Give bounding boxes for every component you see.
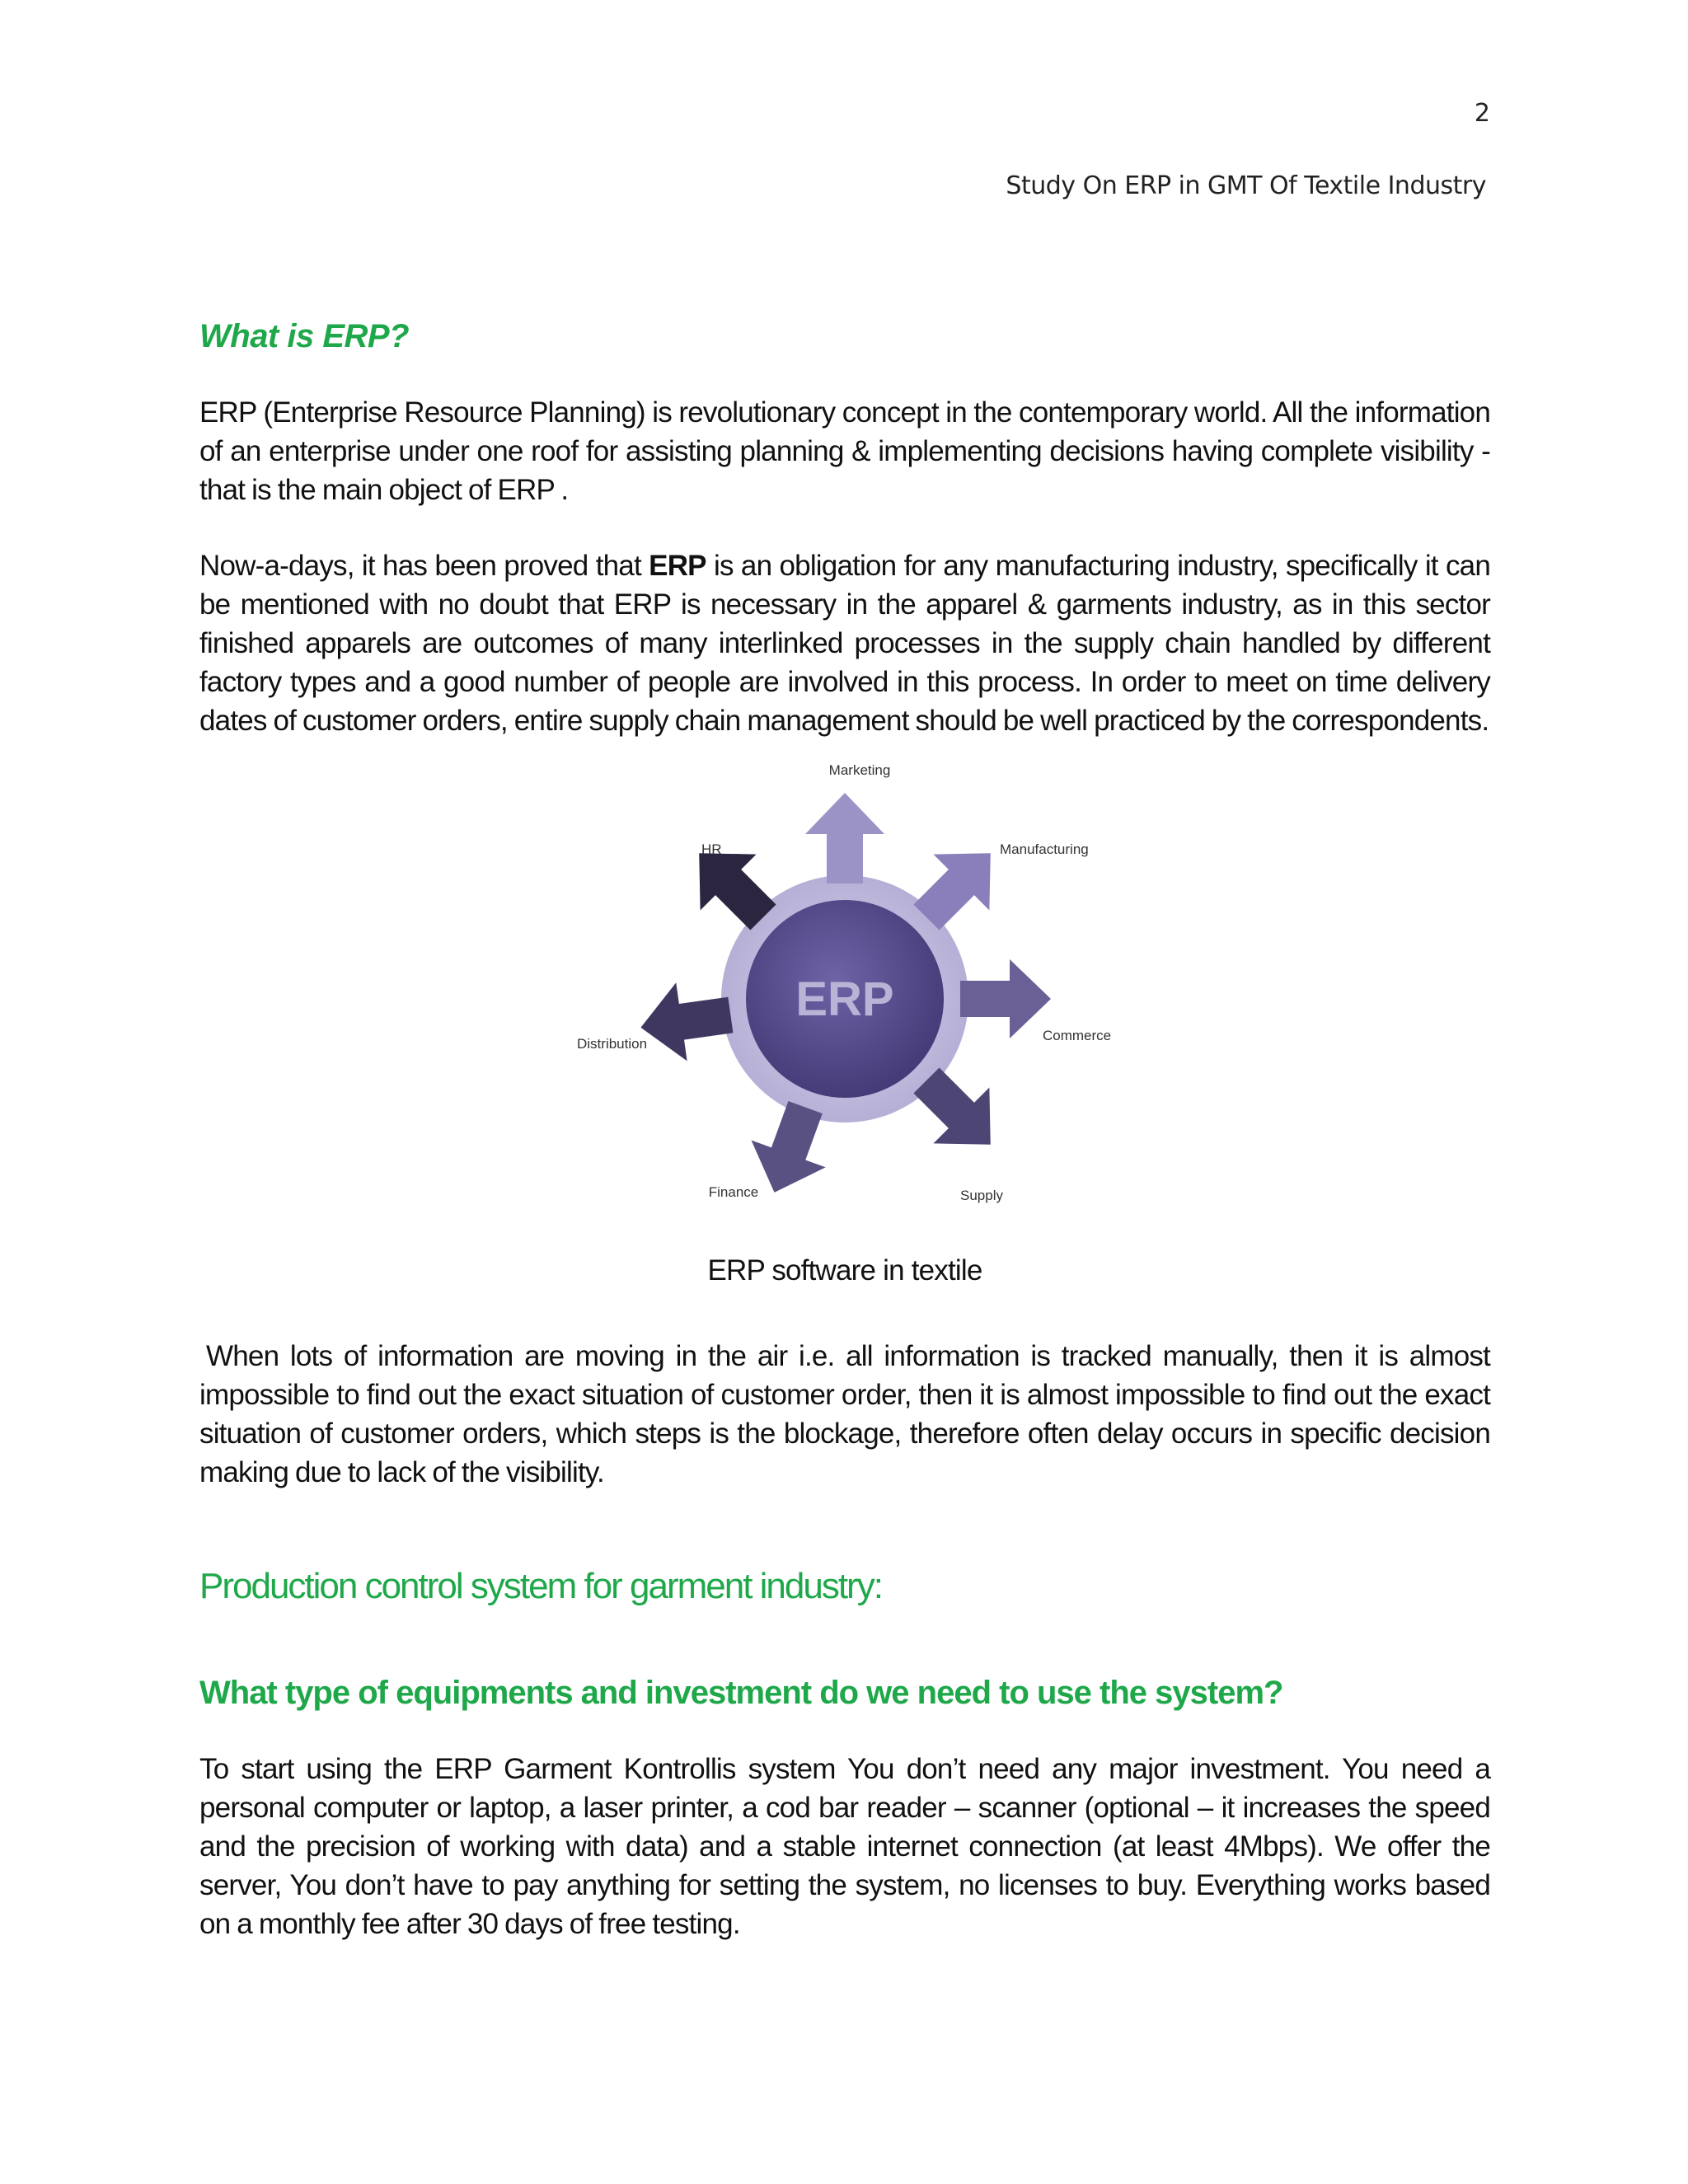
page-number: 2 [1474, 99, 1490, 128]
figure-caption: ERP software in textile [707, 1254, 982, 1286]
label-supply: Supply [960, 1188, 1003, 1203]
arrow-commerce [960, 959, 1051, 1038]
arrow-marketing [805, 793, 884, 883]
label-distribution: Distribution [577, 1036, 648, 1052]
arrow-distribution [635, 976, 736, 1066]
paragraph-investment: To start using the ERP Garment Kontrollis system You don’t need any major investment. You need a personal computer or laptop, a laser printer, a cod bar reader – scanner (optional – it increases the speed and the precision of working with data) and a stable internet connection (at least 4Mbps). We offer the server, You don’t have to pay anything for setting the system, no licenses to buy. Everything works based on a monthly fee after 30 days of free testing. [199, 1753, 1490, 1940]
paragraph-erp-obligation-start: Now-a-days, it has been proved that [199, 550, 649, 582]
label-hr: HR [701, 841, 722, 857]
paragraph-erp-obligation-rest: is an obligation for any manufacturing industry, specifically it can be mentioned with no doubt that ERP is necessary in the apparel & garments industry, as in this sector finished apparels are outcomes of many interlinked processes in the supply chain handled by different factory types and a good number of people are involved in this process. In order to meet on time delivery dates of customer orders, entire supply chain management should be well practiced by the correspondents. [199, 550, 1490, 737]
label-manufacturing: Manufacturing [1000, 841, 1089, 857]
paragraph-erp-definition: ERP (Enterprise Resource Planning) is revolutionary concept in the contemporary world. All the information of an enterprise under one roof for assisting planning & implementing decisions having complete visibility - that is the main object of ERP . [199, 396, 1490, 506]
section-heading-what-is-erp: What is ERP? [199, 318, 410, 354]
paragraph-visibility: When lots of information are moving in the air i.e. all information is tracked manually, then it is almost impossible to find out the exact situation of customer order, then it is almost impossible to find out the exact situation of customer orders, which steps is the blockage, therefore often delay occurs in specific decision making due to lack of the visibility. [199, 1340, 1490, 1488]
paragraph-erp-obligation [199, 546, 1490, 740]
page-content [199, 318, 1490, 1943]
erp-bold-term: ERP [649, 550, 706, 582]
section-heading-production-control: Production control system for garment industry: [199, 1566, 882, 1606]
erp-diagram [457, 760, 1232, 1238]
erp-center-label: ERP [795, 972, 894, 1026]
label-marketing: Marketing [828, 762, 891, 778]
erp-diagram-figure [457, 760, 1232, 1238]
section-heading-equipments: What type of equipments and investment do we need to use the system? [199, 1675, 1283, 1711]
label-commerce: Commerce [1043, 1028, 1112, 1043]
label-finance: Finance [708, 1184, 759, 1200]
running-header: Study On ERP in GMT Of Textile Industry [1006, 171, 1486, 200]
